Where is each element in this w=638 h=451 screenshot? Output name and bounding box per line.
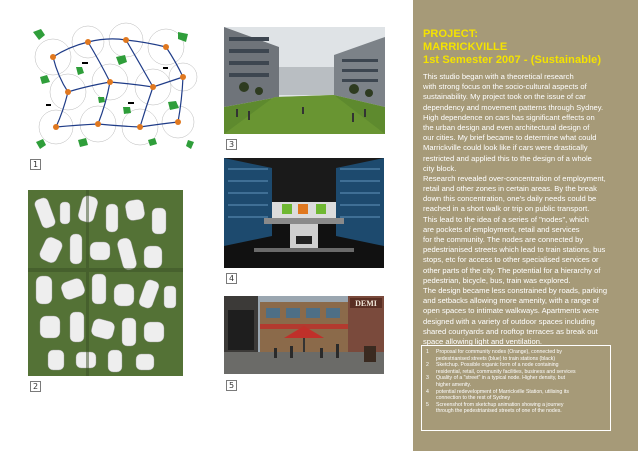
description-line: pedestrianised streets which lead to train stations, bus — [423, 245, 606, 255]
project-label: PROJECT: — [423, 28, 479, 40]
figure-captions — [421, 345, 611, 431]
description-line: designed with a variety of outdoor spaces including — [423, 316, 595, 326]
caption-text: Sketchup. Possible organic form of a node containing — [436, 362, 559, 369]
station-section-image — [224, 158, 384, 268]
figure-number-3: 3 — [226, 139, 237, 150]
description-line: Research revealed over-concentration of employment, — [423, 173, 606, 183]
shop-sign-text: DEMI — [355, 299, 377, 308]
description-line: retail and other zones in certain areas. By the break — [423, 184, 597, 194]
description-line: This lead to the idea of a series of "nodes", which — [423, 214, 589, 224]
description-line: Marrickville could look like if cars were drastically — [423, 143, 588, 153]
figure-station-section — [224, 158, 384, 268]
caption-text: higher amenity. — [436, 381, 472, 388]
street-animation-image — [224, 296, 384, 374]
caption-text: through the pedestrianised streets of one of the nodes. — [436, 408, 562, 415]
caption-number: 4 — [426, 388, 429, 395]
description-line: High dependence on cars has significant effects on — [423, 112, 595, 122]
description-line: with strong focus on the socio-cultural aspects of — [423, 82, 587, 92]
caption-item — [426, 349, 607, 362]
caption-number: 5 — [426, 401, 429, 408]
aerial-view-image — [28, 190, 183, 376]
caption-text: potential redevelopment of Marrickville Station, utilising its — [436, 388, 569, 395]
figure-number-5: 5 — [226, 380, 237, 391]
caption-text: Screenshot from sketchup animation showing a journey — [436, 401, 564, 408]
description-line: and setbacks allowing more amenity, with a range of — [423, 296, 599, 306]
description-line: sustainability. My project took on the issue of car — [423, 92, 586, 102]
description-line: for the community. The nodes are connected by — [423, 235, 584, 244]
caption-item — [426, 389, 607, 402]
description-line: our cities. My brief became to determine what could — [423, 133, 597, 143]
description-line: dependency and movement patterns through Sydney. — [423, 102, 604, 112]
description-line: other parts of the city. The potential for a hierarchy of — [423, 265, 601, 275]
description-line: pedestrian, bicycle, bus, train was explored. — [423, 275, 571, 285]
figure-node-map — [28, 22, 198, 154]
description-line: are pockets of employment, retail and services — [423, 224, 580, 234]
caption-number: 2 — [426, 362, 429, 369]
project-description — [423, 72, 630, 347]
caption-text: residential, retail, community facilities, business and services — [436, 368, 576, 375]
description-line: open spaces to intimate walkways. Apartments were — [423, 306, 600, 316]
project-name: MARRICKVILLE — [423, 41, 508, 53]
caption-text: connection to the rest of Sydney — [436, 395, 511, 402]
description-line: space allowing light and ventilation. — [423, 336, 543, 346]
street-render-image — [224, 27, 385, 134]
description-line: city block. — [423, 163, 457, 173]
description-line: shared courtyards and rooftop terraces as break out — [423, 326, 598, 336]
node-map-diagram — [28, 22, 198, 154]
description-line: reached in a short walk or trip on public transport. — [423, 204, 590, 214]
caption-item — [426, 375, 607, 388]
project-semester: 1st Semester 2007 - (Sustainable) — [423, 54, 602, 66]
description-line: the urban design and even architectural design of — [423, 122, 590, 132]
caption-text: Quality of a "street" in a typical node. Higher density, but — [436, 375, 566, 382]
caption-number: 1 — [426, 349, 429, 355]
figure-street-view — [224, 27, 385, 134]
description-line: This studio began with a theoretical research — [423, 72, 574, 81]
description-line: The design became less constrained by roads, parking — [423, 285, 608, 295]
description-line: down this concentration, one's daily needs could be — [423, 194, 597, 204]
caption-item — [426, 362, 607, 375]
figure-number-1: 1 — [30, 159, 41, 170]
caption-text: pedestrianised streets (blue) to train stations (black) — [436, 355, 556, 362]
figure-aerial-sketchup — [28, 190, 183, 376]
figure-number-2: 2 — [30, 381, 41, 392]
description-line: stops, etc for access to other specialised services or — [423, 255, 599, 265]
figure-street-animation — [224, 296, 384, 374]
figure-number-4: 4 — [226, 273, 237, 284]
description-line: restricted and applied this to the design of a whole — [423, 153, 592, 163]
caption-text: Proposal for community nodes (Orange), connected by — [436, 349, 563, 355]
caption-number: 3 — [426, 375, 429, 382]
caption-item — [426, 402, 607, 415]
